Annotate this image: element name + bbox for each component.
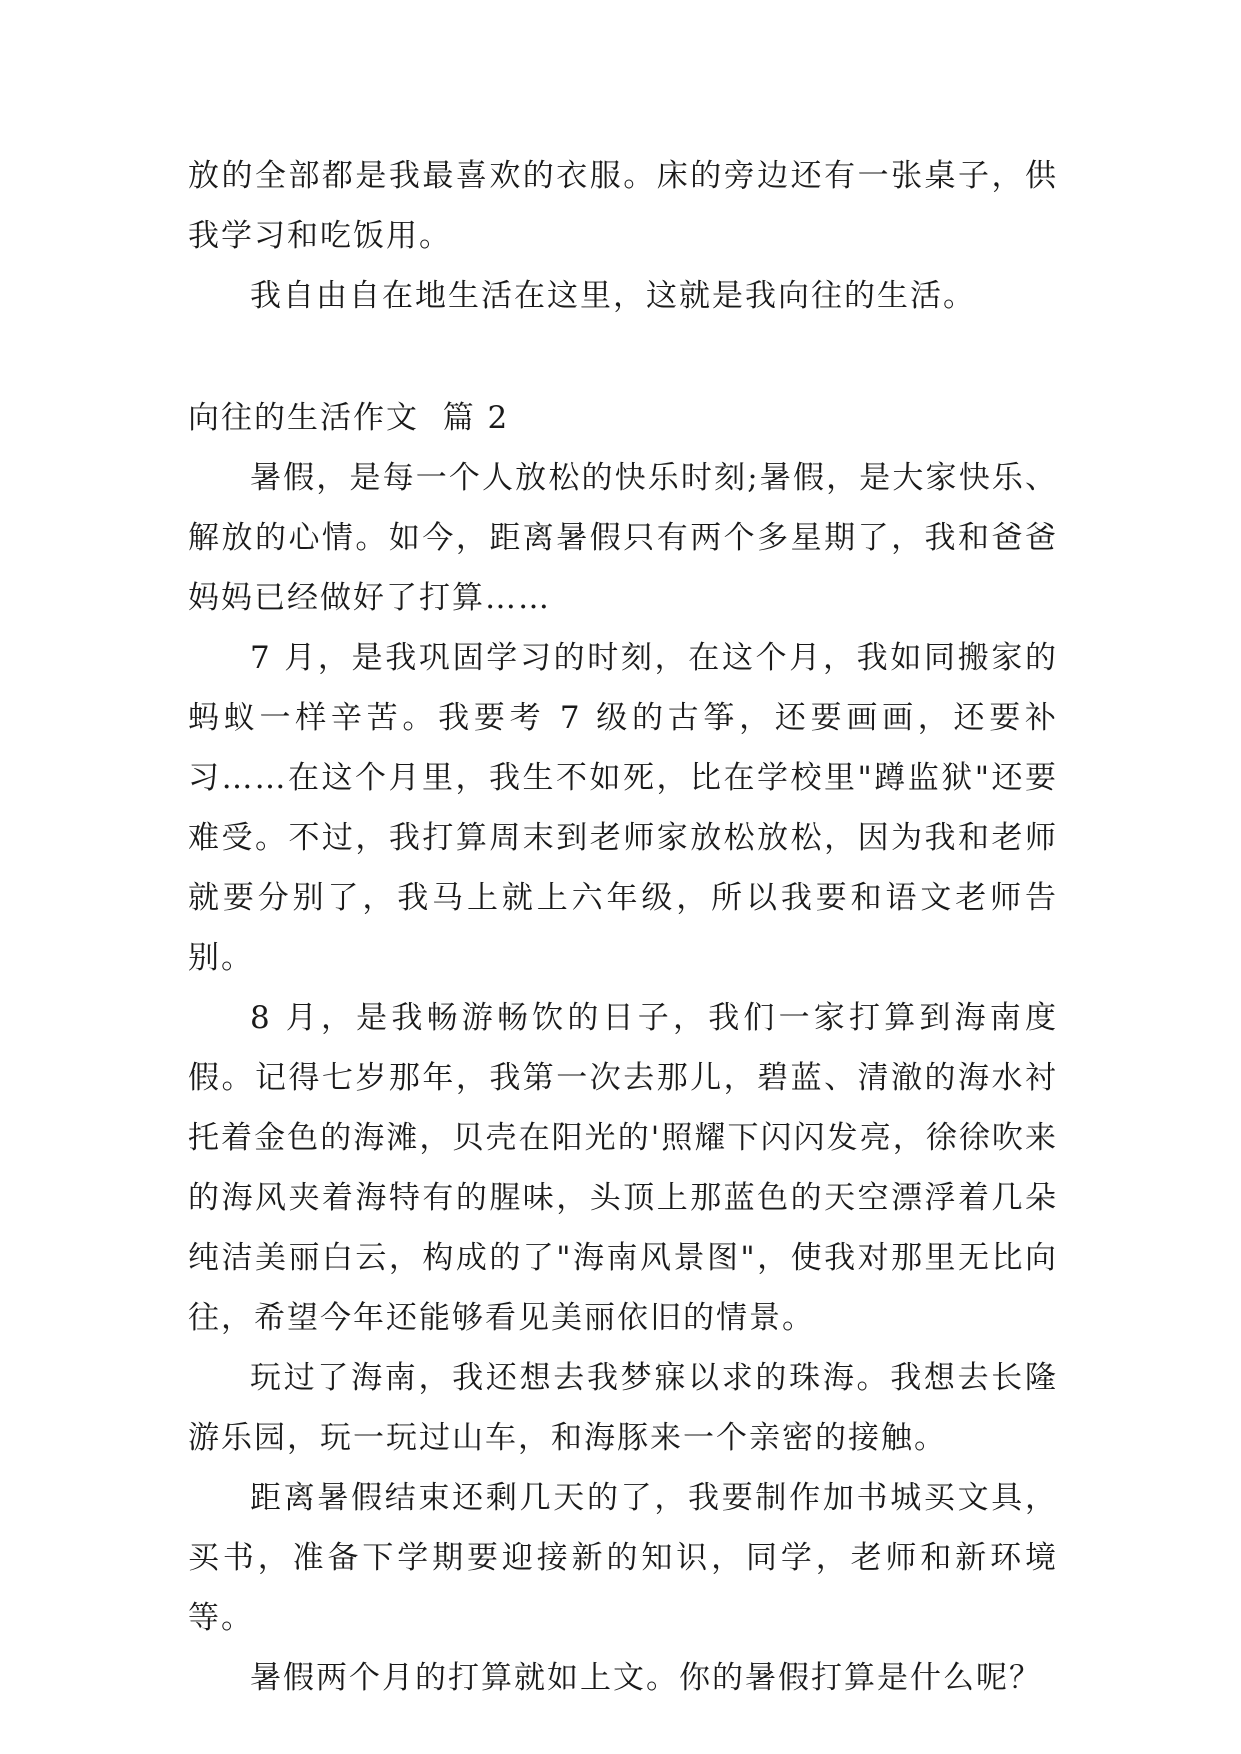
continuation-paragraph-1: 放的全部都是我最喜欢的衣服。床的旁边还有一张桌子，供我学习和吃饭用。 xyxy=(188,158,1058,254)
body-paragraph-6: 暑假两个月的打算就如上文。你的暑假打算是什么呢？ xyxy=(250,1660,1042,1696)
continuation-paragraph-2: 我自由自在地生活在这里，这就是我向往的生活。 xyxy=(250,278,976,314)
section-block xyxy=(188,388,1058,1708)
section-title: 向往的生活作文 篇 2 xyxy=(188,400,510,436)
body-paragraph-5: 距离暑假结束还剩几天的了，我要制作加书城买文具，买书，准备下学期要迎接新的知识，同学，老师和新环境等。 xyxy=(188,1480,1058,1636)
body-paragraph-4: 玩过了海南，我还想去我梦寐以求的珠海。我想去长隆游乐园，玩一玩过山车，和海豚来一个亲密的接触。 xyxy=(188,1360,1058,1456)
body-paragraph-2: 7 月，是我巩固学习的时刻，在这个月，我如同搬家的蚂蚁一样辛苦。我要考 7 级的古筝，还要画画，还要补习……在这个月里，我生不如死，比在学校里"蹲监狱"还要难受。不过，我打算周末到老师家放松放松，因为我和老师就要分别了，我马上就上六年级，所以我要和语文老师告别。 xyxy=(188,640,1058,976)
body-paragraph-3: 8 月，是我畅游畅饮的日子，我们一家打算到海南度假。记得七岁那年，我第一次去那儿，碧蓝、清澈的海水衬托着金色的海滩，贝壳在阳光的'照耀下闪闪发亮，徐徐吹来的海风夹着海特有的腥味，头顶上那蓝色的天空漂浮着几朵纯洁美丽白云，构成的了"海南风景图"，使我对那里无比向往，希望今年还能够看见美丽依旧的情景。 xyxy=(188,1000,1058,1336)
continuation-block xyxy=(188,146,1058,326)
body-paragraph-1: 暑假，是每一个人放松的快乐时刻;暑假，是大家快乐、解放的心情。如今，距离暑假只有两个多星期了，我和爸爸妈妈已经做好了打算…… xyxy=(188,460,1058,616)
